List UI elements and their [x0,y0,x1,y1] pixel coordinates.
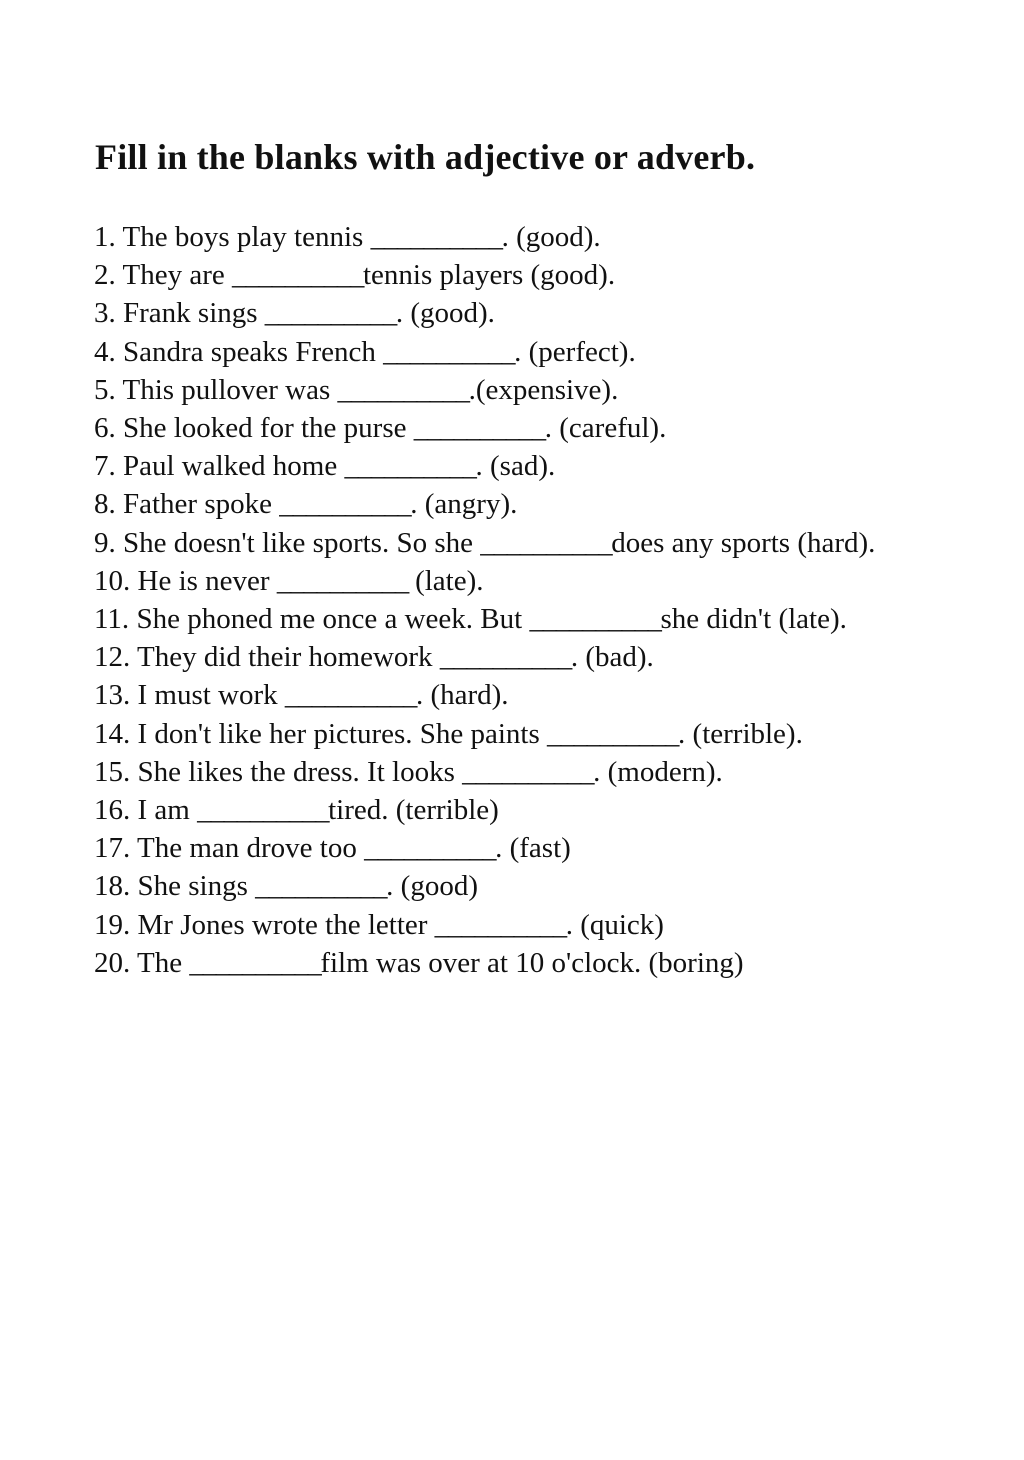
item-text-after: film was over at 10 o'clock. (boring) [320,946,744,979]
item-number: 8. [94,488,116,521]
item-text-before: The [136,946,190,979]
exercise-item-18 [94,867,944,905]
item-number: 17. [94,832,131,865]
item-text-before: He is never [137,564,277,597]
answer-blank: __________ [344,450,476,483]
answer-blank: __________ [413,412,545,445]
item-number: 18. [94,870,131,903]
item-number: 4. [94,335,116,368]
exercise-item-19 [94,906,944,944]
item-number: 3. [94,297,116,330]
item-text-before: She likes the dress. It looks [137,755,463,788]
item-text-after: . (angry). [410,488,518,521]
item-text-before: The man drove too [136,832,365,865]
exercise-item-14 [94,715,944,753]
worksheet-title: Fill in the blanks with adjective or adverb. [95,137,756,177]
item-text-before: She looked for the purse [123,412,414,445]
item-text-after: does any sports (hard). [611,526,876,559]
item-number: 20. [94,946,131,979]
answer-blank: __________ [434,908,566,941]
answer-blank: __________ [547,717,679,750]
answer-blank: __________ [264,297,396,330]
item-number: 13. [94,679,131,712]
item-text-after: . (sad). [475,450,556,483]
answer-blank: __________ [364,832,496,865]
exercise-item-15 [94,753,944,791]
item-number: 12. [94,641,131,674]
item-number: 6. [94,412,116,445]
answer-blank: __________ [276,564,408,597]
item-text-after: (late). [407,564,484,597]
exercise-item-6 [94,409,944,447]
item-text-before: Paul walked home [123,450,345,483]
exercise-item-10 [94,562,944,600]
answer-blank: __________ [279,488,411,521]
item-text-before: I don't like her pictures. She paints [137,717,548,750]
answer-blank: __________ [197,794,329,827]
item-number: 19. [94,908,131,941]
exercise-item-9 [94,524,944,562]
item-text-after: . (good) [386,870,478,903]
exercise-item-4 [94,333,944,371]
item-text-after: .(expensive). [468,373,619,406]
answer-blank: __________ [284,679,416,712]
item-text-after: tired. (terrible) [328,794,499,827]
exercise-item-13 [94,676,944,714]
answer-blank: __________ [462,755,594,788]
item-number: 11. [94,603,130,636]
item-text-before: Mr Jones wrote the letter [137,908,435,941]
exercise-item-5 [94,371,944,409]
item-text-after: . (modern). [593,755,723,788]
item-text-after: . (bad). [570,641,654,674]
answer-blank: __________ [370,221,502,253]
item-text-after: . (careful). [544,412,667,445]
item-number: 2. [94,259,116,292]
item-text-before: They are [122,259,232,292]
item-number: 14. [94,717,131,750]
item-text-before: The boys play tennis [122,221,371,253]
item-text-before: They did their homework [136,641,440,674]
item-text-after: . (quick) [565,908,664,941]
item-text-before: Sandra speaks French [123,335,384,368]
item-text-after: tennis players (good). [363,259,616,292]
exercise-item-3 [94,294,944,332]
item-text-after: . (hard). [415,679,509,712]
answer-blank: __________ [255,870,387,903]
item-number: 10. [94,564,131,597]
item-text-after: . (good). [395,297,495,330]
exercise-item-16 [94,791,944,829]
answer-blank: __________ [383,335,515,368]
item-number: 9. [94,526,116,559]
item-number: 5. [94,373,116,406]
answer-blank: __________ [231,259,363,292]
answer-blank: __________ [189,946,321,979]
exercise-item-17 [94,829,944,867]
item-text-before: Father spoke [123,488,280,521]
item-text-before: She phoned me once a week. But [136,603,530,636]
item-text-before: I am [137,794,198,827]
item-text-after: . (perfect). [514,335,636,368]
item-text-before: I must work [137,679,285,712]
item-number: 7. [94,450,116,483]
item-text-before: She doesn't like sports. So she [123,526,481,559]
item-text-before: Frank sings [123,297,265,330]
exercise-item-12 [94,638,944,676]
exercise-item-20 [94,944,944,982]
answer-blank: __________ [337,373,469,406]
item-text-after: . (fast) [495,832,571,865]
item-text-after: . (good). [501,221,601,253]
exercise-item-7 [94,447,944,485]
item-text-before: She sings [137,870,256,903]
item-number: 1. [94,221,116,253]
answer-blank: __________ [480,526,612,559]
exercise-item-11 [94,600,944,638]
answer-blank: __________ [439,641,571,674]
item-text-after: she didn't (late). [660,603,847,636]
exercise-item-8 [94,485,944,523]
exercise-item-1 [94,218,944,256]
item-text-before: This pullover was [122,373,338,406]
item-number: 15. [94,755,131,788]
answer-blank: __________ [529,603,661,636]
item-number: 16. [94,794,131,827]
exercise-list [94,218,944,982]
exercise-item-2 [94,256,944,294]
item-text-after: . (terrible). [678,717,803,750]
